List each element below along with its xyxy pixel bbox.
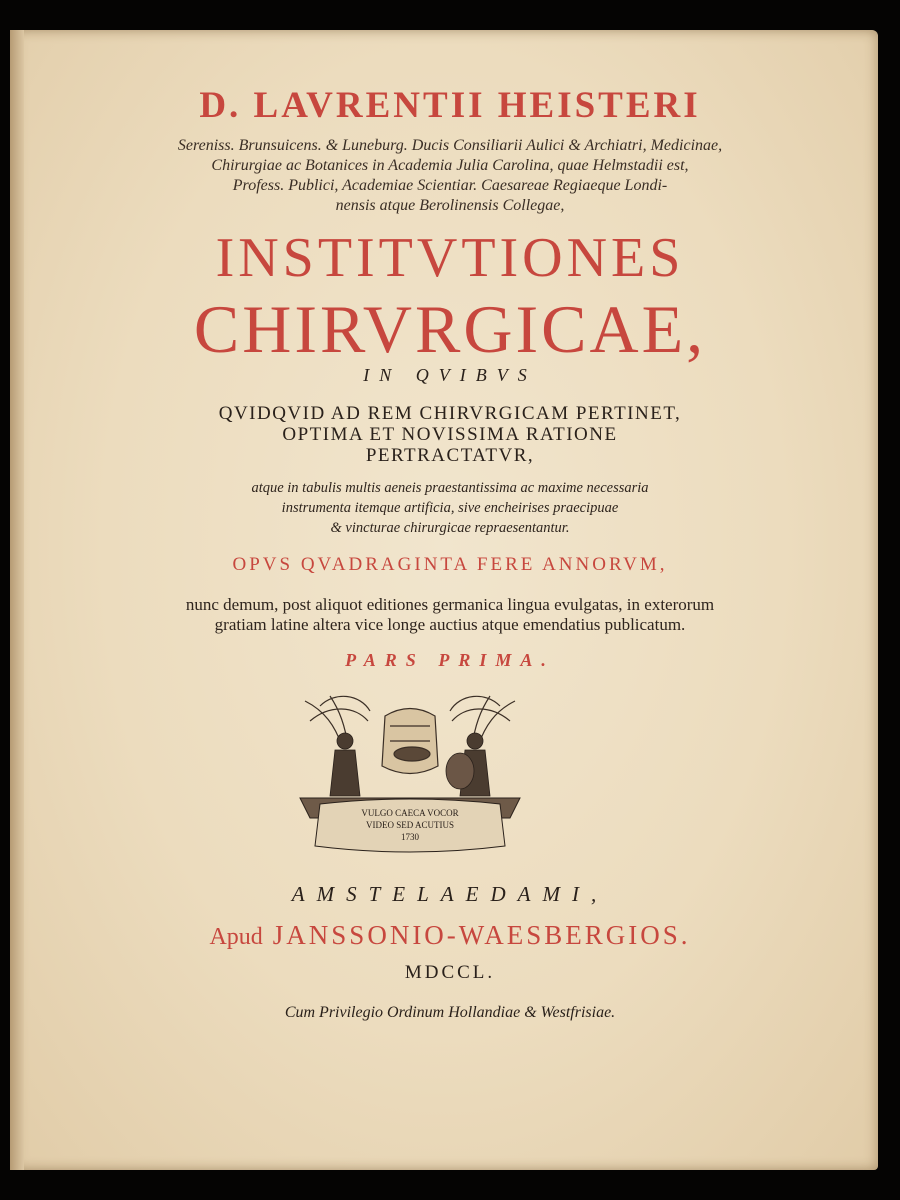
- description-line: atque in tabulis multis aeneis praestantissima ac maxime necessaria: [251, 480, 649, 496]
- vignette-motto-line: VIDEO SED ACUTIUS: [365, 820, 455, 830]
- vignette-date: 1730: [401, 832, 419, 842]
- author-credentials-line: nensis atque Berolinensis Collegae,: [335, 197, 565, 214]
- imprint-publisher: [0, 920, 900, 951]
- vignette-motto-line: VULGO CAECA VOCOR: [361, 808, 459, 818]
- description-line: & vincturae chirurgicae repraesentantur.: [330, 520, 570, 536]
- edition-note-line: nunc demum, post aliquot editiones germanica lingua evulgatas, in exterorum: [185, 595, 715, 614]
- imprint-date: MDCCL.: [404, 962, 496, 983]
- subtitle-line: PERTRACTATVR,: [365, 445, 535, 466]
- subtitle-line: QVIDQVID AD REM CHIRVRGICAM PERTINET,: [218, 403, 682, 424]
- in-quibus-heading: IN QVIBVS: [363, 365, 537, 385]
- book-title-line-2: CHIRVRGICAE,: [193, 291, 707, 367]
- author-name: D. LAVRENTII HEISTERI: [199, 85, 701, 126]
- book-title-line-1: INSTITVTIONES: [215, 227, 685, 289]
- description-line: instrumenta itemque artificia, sive encheirises praecipuae: [281, 500, 619, 516]
- privilege-line: Cum Privilegio Ordinum Hollandiae & Westfrisiae.: [284, 1004, 616, 1021]
- edition-note-line: gratiam latine altera vice longe auctius atque emendatius publicatum.: [214, 615, 686, 634]
- publisher-name: JANSSONIO-WAESBERGIOS.: [272, 920, 691, 950]
- opus-line: OPVS QVADRAGINTA FERE ANNORVM,: [232, 554, 668, 575]
- author-credentials-line: Chirurgiae ac Botanices in Academia Julia Carolina, quae Helmstadii est,: [211, 157, 689, 174]
- author-credentials-line: Profess. Publici, Academiae Scientiar. Caesareae Regiaeque Londi-: [232, 177, 668, 194]
- imprint-place: AMSTELAEDAMI,: [291, 882, 609, 906]
- subtitle-line: OPTIMA ET NOVISSIMA RATIONE: [282, 424, 618, 445]
- publisher-prefix: Apud: [209, 924, 263, 950]
- part-label: PARS PRIMA.: [345, 650, 555, 670]
- author-credentials-line: Sereniss. Brunsuicens. & Luneburg. Ducis Consiliarii Aulici & Archiatri, Medicinae,: [177, 137, 723, 154]
- printers-device-vignette: [290, 686, 530, 858]
